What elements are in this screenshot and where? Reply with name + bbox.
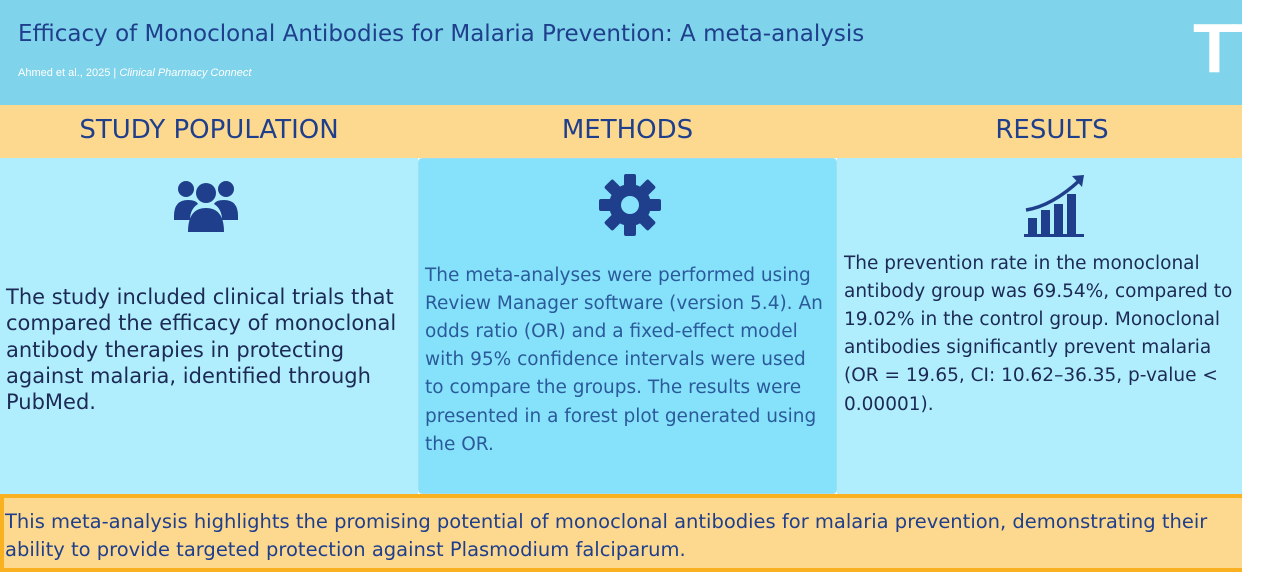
- growth-chart-icon: [1022, 172, 1088, 238]
- heading-study-population: STUDY POPULATION: [79, 115, 339, 145]
- authors: Ahmed et al., 2025: [18, 67, 111, 79]
- people-group-icon: [172, 178, 240, 234]
- page-title: Efficacy of Monoclonal Antibodies for Malaria Prevention: A meta-analysis: [18, 21, 865, 47]
- study-population-text: The study included clinical trials that compared the efficacy of monoclonal antibody therapies in protecting against malaria, identified through PubMed.: [6, 285, 397, 414]
- header-banner: [0, 0, 1242, 105]
- gear-icon: [598, 173, 662, 237]
- results-text: The prevention rate in the monoclonal antibody group was 69.54%, compared to 19.02% in the control group. Monoclonal antibodies significantly prevent malaria (OR = 19.65, CI: 10.62–36.35, p-value < 0.00001).: [844, 253, 1233, 415]
- citation: [18, 67, 251, 79]
- journal-name: Clinical Pharmacy Connect: [119, 67, 252, 79]
- heading-results: RESULTS: [995, 115, 1109, 145]
- conclusion-text: This meta-analysis highlights the promising potential of monoclonal antibodies for malaria prevention, demonstrating their ability to provide targeted protection against Plasmodium falciparum.: [5, 510, 1208, 562]
- journal-logo: TT: [1193, 9, 1271, 87]
- heading-methods: METHODS: [561, 115, 694, 145]
- methods-text: The meta-analyses were performed using Review Manager software (version 5.4). An odds ratio (OR) and a fixed-effect model with 95% confidence intervals were used to compare the groups. The results were presented in a forest plot generated using the OR.: [425, 265, 823, 455]
- citation-separator: |: [113, 67, 117, 79]
